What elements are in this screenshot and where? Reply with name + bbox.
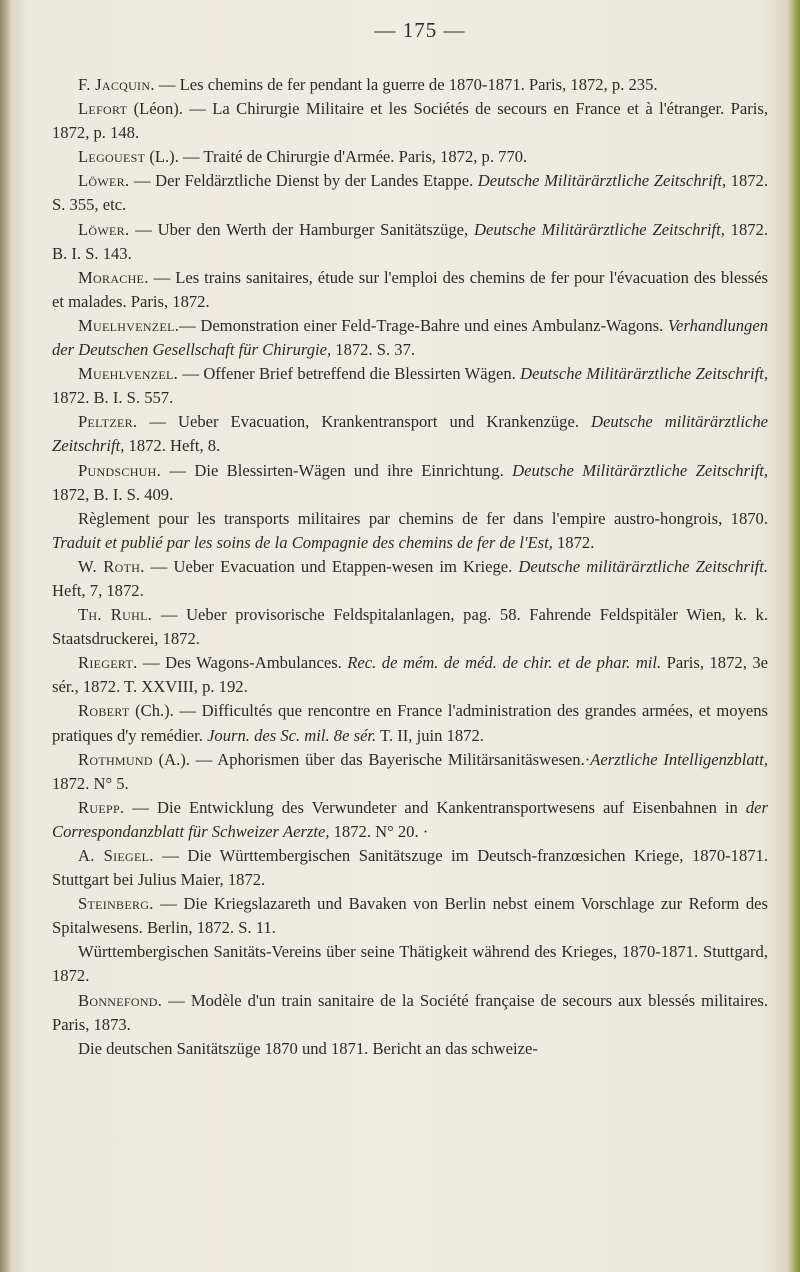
entry-publication-title: der Correspondanzblatt für Schweizer Aerzte,	[52, 797, 768, 841]
entry-author: Steinberg.	[78, 894, 154, 914]
entry-publication-title: Deutsche Militärärztliche Zeitschrift,	[512, 460, 769, 480]
entry-text: (Léon). — La Chirurgie Militaire et les Sociétés de secours en France et à l'étranger. Paris, 1872, p. 148.	[52, 99, 768, 143]
entry-text: — Der Feldärztliche Dienst by der Landes Etappe.	[129, 171, 478, 191]
bibliography-entry	[52, 1037, 768, 1061]
entry-author: Legouest	[78, 147, 146, 167]
entry-publication-title: Deutsche militärärztliche Zeitschrift,	[52, 412, 768, 456]
bibliography-entry	[52, 266, 768, 314]
entry-text: — Die Blessirten-Wägen und ihre Einrichtung.	[161, 460, 513, 480]
bibliography-entry	[52, 459, 768, 507]
entry-text: — Modèle d'un train sanitaire de la Société française de secours aux blessés militaires. Paris, 1873.	[52, 990, 768, 1034]
bibliography-entry	[52, 169, 768, 217]
bibliography-entry	[52, 73, 768, 97]
entry-citation-detail: 1872. B. I. S. 143.	[52, 219, 768, 263]
bibliography-entry	[52, 362, 768, 410]
entry-text: — Les chemins de fer pendant la guerre de 1870-1871. Paris, 1872, p. 235.	[154, 75, 658, 94]
entry-author: Ruepp.	[78, 797, 125, 817]
bibliography-entry	[52, 844, 768, 892]
entry-author: W. Roth.	[78, 556, 145, 576]
entry-publication-title: Traduit et publié par les soins de la Compagnie des chemins de fer de l'Est,	[52, 532, 553, 552]
entry-citation-detail: 1872.	[552, 532, 595, 552]
bibliography-entry	[52, 940, 768, 988]
entry-text: Württembergischen Sanitäts-Vereins über seine Thätigkeit während des Krieges, 1870-1871. Stuttgard, 1872.	[52, 942, 768, 986]
bibliography-entry	[52, 410, 768, 458]
entry-author: Pundschuh.	[78, 460, 162, 480]
entry-text: — Die Entwicklung des Verwundeter and Kankentransportwesens auf Eisenbahnen in	[124, 797, 746, 817]
entry-citation-detail: 1872, B. I. S. 409.	[52, 484, 174, 504]
entry-text: Règlement pour les transports militaires par chemins de fer dans l'empire austro-hongrois, 1870.	[78, 508, 768, 528]
page-edge	[786, 0, 800, 1272]
entry-author: Peltzer.	[78, 412, 138, 432]
entry-citation-detail: 1872. S. 355, etc.	[52, 171, 769, 215]
bibliography-entry	[52, 97, 768, 145]
entry-author: Th. Ruhl.	[78, 605, 153, 625]
entry-text: — Offener Brief betreffend die Blessirten Wägen.	[178, 364, 521, 384]
entry-publication-title: Deutsche Militärärztliche Zeitschrift,	[474, 219, 725, 239]
entry-citation-detail: 1872. Heft, 8.	[124, 436, 221, 456]
document-page	[52, 18, 768, 1061]
entry-author: Löwer.	[78, 171, 130, 191]
entry-publication-title: Deutsche Militärärztliche Zeitschrift,	[477, 171, 727, 191]
entry-text: Die deutschen Sanitätszüge 1870 und 1871. Bericht an das schweize-	[78, 1038, 538, 1058]
entry-author: Löwer.	[78, 219, 130, 239]
book-spine-shadow	[0, 0, 10, 1272]
bibliography-entry	[52, 507, 768, 555]
entry-text: (L.). — Traité de Chirurgie d'Armée. Paris, 1872, p. 770.	[145, 147, 528, 167]
entry-citation-detail: 1872. N° 20. ·	[329, 821, 429, 841]
entry-citation-detail: 1872. S. 37.	[331, 340, 416, 360]
entry-publication-title: Aerztliche Intelligenzblatt,	[590, 749, 768, 769]
bibliography-entry	[52, 748, 768, 796]
entry-text: (A.). — Aphorismen über das Bayerische Militärsanitäswesen.·	[152, 749, 591, 769]
entry-author: F. Jacquin.	[78, 75, 155, 94]
entry-publication-title: Deutsche militärärztliche Zeitschrift.	[518, 556, 768, 576]
entry-citation-detail: Paris, 1872, 3e sér., 1872. T. XXVIII, p. 192.	[52, 653, 768, 697]
entry-citation-detail: Heft, 7, 1872.	[52, 580, 144, 600]
bibliography-entry	[52, 892, 768, 940]
bibliography-entry	[52, 218, 768, 266]
entry-author: Bonnefond.	[78, 990, 163, 1010]
entry-text: — Die Kriegslazareth und Bavaken von Berlin nebst einem Vorschlage zur Reform des Spitalwesens. Berlin, 1872. S. 11.	[52, 894, 768, 938]
entry-author: Muehlvenzel.	[78, 364, 179, 384]
entry-author: Riegert.	[78, 653, 138, 673]
bibliography-entry	[52, 989, 768, 1037]
entry-publication-title: Verhandlungen der Deutschen Gesellschaft für Chirurgie,	[52, 315, 768, 360]
entry-author: Muelhvenzel.	[78, 315, 180, 335]
bibliography-entry	[52, 555, 768, 603]
entry-author: Morache.	[78, 267, 149, 287]
entry-citation-detail: 1872. B. I. S. 557.	[52, 388, 174, 408]
bibliography-entry	[52, 651, 768, 699]
entry-publication-title: Journ. des Sc. mil. 8e sér.	[207, 725, 377, 745]
entry-author: A. Siegel.	[78, 846, 154, 865]
entry-text: (Ch.). — Difficultés que rencontre en France l'administration des grandes armées, et moyens pratiques d'y remédier.	[52, 701, 768, 745]
bibliography-entry	[52, 796, 768, 844]
entry-text: — Ueber Evacuation und Etappen-wesen im Kriege.	[144, 556, 519, 576]
entry-text: — Les trains sanitaires, étude sur l'emploi des chemins de fer pour l'évacuation des blessés et malades. Paris, 1872.	[52, 267, 768, 311]
bibliography-list	[52, 73, 768, 1061]
bibliography-entry	[52, 603, 768, 651]
entry-citation-detail: T. II, juin 1872.	[376, 725, 484, 745]
entry-author: Lefort	[78, 99, 128, 119]
bibliography-entry	[52, 145, 768, 169]
entry-text: — Ueber Evacuation, Krankentransport und Krankenzüge.	[137, 412, 591, 432]
entry-publication-title: Rec. de mém. de méd. de chir. et de phar. mil.	[347, 653, 662, 673]
entry-text: — Uber den Werth der Hamburger Sanitätszüge,	[129, 219, 474, 239]
entry-text: — Die Württembergischen Sanitätszuge im Deutsch-franzœsichen Kriege, 1870-1871. Stuttgart bei Julius Maier, 1872.	[52, 846, 768, 890]
bibliography-entry	[52, 314, 768, 362]
bibliography-entry	[52, 699, 768, 747]
entry-author: Rothmund	[78, 749, 153, 769]
entry-citation-detail: 1872. N° 5.	[52, 773, 129, 793]
entry-text: — Demonstration einer Feld-Trage-Bahre und eines Ambulanz-Wagons.	[179, 315, 668, 335]
entry-author: Robert	[78, 701, 130, 721]
entry-text: — Des Wagons-Ambulances.	[137, 653, 348, 673]
entry-text: — Ueber provisorische Feldspitalanlagen, pag. 58. Fahrende Feldspitäler Wien, k. k. Staatsdruckerei, 1872.	[52, 605, 768, 649]
page-number: — 175 —	[374, 18, 466, 42]
entry-publication-title: Deutsche Militärärztliche Zeitschrift,	[520, 364, 768, 384]
